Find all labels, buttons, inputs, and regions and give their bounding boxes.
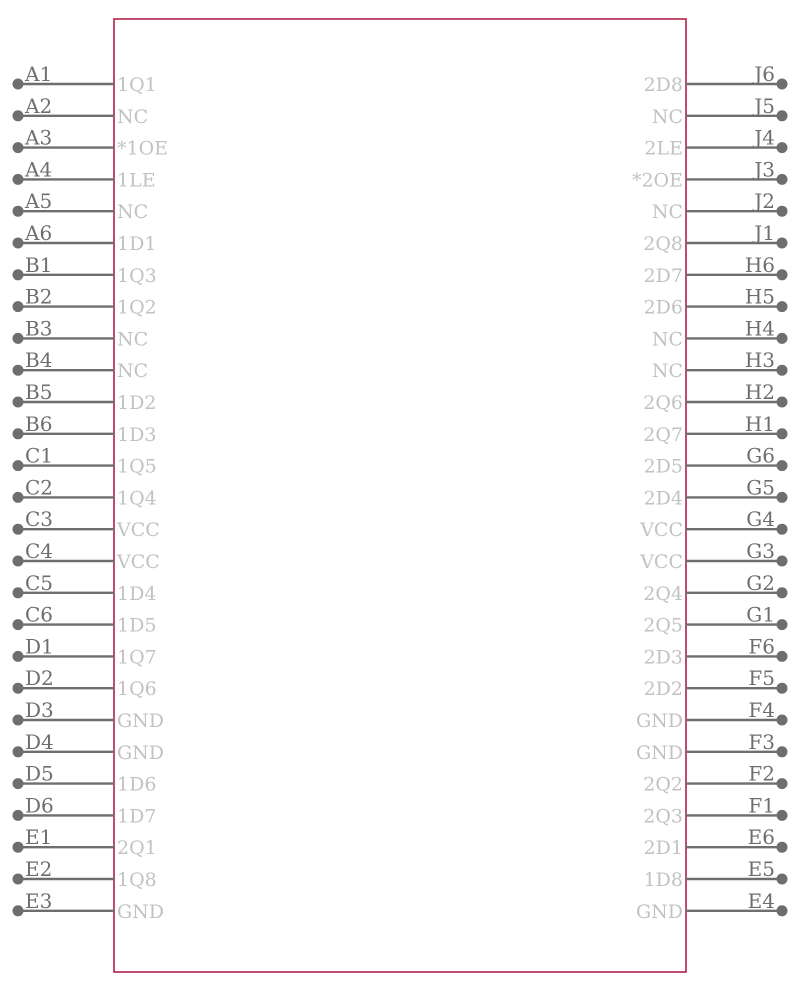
pin-name: 2Q3 bbox=[643, 805, 683, 828]
pin-number: F2 bbox=[748, 761, 775, 786]
pin-name: NC bbox=[117, 360, 149, 383]
pin-name: NC bbox=[651, 201, 683, 224]
pin-number: H1 bbox=[744, 411, 775, 436]
pin-terminal-dot bbox=[777, 110, 788, 121]
pin-number: C5 bbox=[25, 570, 54, 595]
pin-number: G1 bbox=[746, 602, 775, 627]
pin-number: A4 bbox=[25, 157, 53, 182]
pin-name: 1D6 bbox=[117, 773, 157, 796]
pin-terminal-dot bbox=[777, 365, 788, 376]
pin-d3 bbox=[13, 698, 165, 732]
pin-c3 bbox=[13, 507, 160, 541]
pin-terminal-dot bbox=[777, 492, 788, 503]
pin-terminal-dot bbox=[777, 715, 788, 726]
pin-number: E3 bbox=[25, 888, 53, 913]
pin-g2 bbox=[643, 571, 787, 605]
pin-name: VCC bbox=[117, 519, 160, 542]
pin-name: 2Q7 bbox=[643, 423, 683, 446]
pin-e5 bbox=[644, 857, 788, 891]
pin-f5 bbox=[644, 666, 788, 700]
pin-h2 bbox=[643, 380, 787, 414]
pin-number: A5 bbox=[25, 189, 53, 214]
pin-terminal-dot bbox=[13, 365, 24, 376]
pin-number: E1 bbox=[25, 825, 53, 850]
pin-name: 2Q5 bbox=[643, 614, 683, 637]
pin-b1 bbox=[13, 253, 157, 287]
pin-terminal-dot bbox=[777, 301, 788, 312]
pin-e1 bbox=[13, 825, 157, 859]
pin-terminal-dot bbox=[777, 874, 788, 885]
pin-name: GND bbox=[117, 710, 165, 732]
pin-g4 bbox=[639, 507, 787, 541]
pin-number: D4 bbox=[25, 729, 54, 754]
pin-terminal-dot bbox=[777, 238, 788, 249]
pin-number: J2 bbox=[754, 189, 775, 214]
pin-name: 1Q5 bbox=[117, 455, 157, 478]
pin-number: J1 bbox=[754, 221, 775, 245]
pin-j6 bbox=[644, 62, 788, 96]
pin-j1 bbox=[643, 221, 787, 255]
pin-d6 bbox=[13, 793, 157, 827]
pin-e2 bbox=[13, 857, 157, 891]
pin-j2 bbox=[652, 189, 788, 223]
pin-number: E5 bbox=[747, 857, 775, 881]
pin-g6 bbox=[644, 444, 788, 478]
pin-number: D6 bbox=[25, 793, 54, 818]
pin-name: VCC bbox=[640, 551, 683, 573]
pin-f3 bbox=[636, 730, 788, 764]
pin-terminal-dot bbox=[13, 874, 24, 885]
pin-f1 bbox=[643, 793, 787, 827]
pin-number: G6 bbox=[746, 443, 775, 468]
pin-name: 1D3 bbox=[117, 423, 157, 446]
pin-name: 2D6 bbox=[643, 296, 683, 319]
pin-terminal-dot bbox=[777, 397, 788, 408]
pin-c5 bbox=[13, 571, 157, 605]
pin-name: 2D5 bbox=[643, 455, 683, 478]
pin-terminal-dot bbox=[13, 810, 24, 821]
pin-number: D3 bbox=[25, 698, 54, 722]
pin-number: G4 bbox=[746, 507, 775, 532]
pin-name: NC bbox=[117, 328, 149, 351]
pin-number: D5 bbox=[25, 761, 54, 786]
pin-name: 2Q2 bbox=[643, 773, 683, 796]
pin-number: E4 bbox=[747, 888, 775, 913]
pin-number: J3 bbox=[754, 157, 775, 182]
pin-number: C2 bbox=[25, 475, 54, 500]
pin-e3 bbox=[13, 889, 165, 923]
pin-terminal-dot bbox=[777, 524, 788, 535]
pin-name: 2D3 bbox=[643, 646, 683, 669]
pin-b4 bbox=[13, 348, 149, 382]
pin-name: NC bbox=[117, 201, 149, 224]
pin-name: 1Q6 bbox=[117, 678, 157, 701]
pin-name: GND bbox=[117, 900, 165, 923]
pin-terminal-dot bbox=[13, 269, 24, 280]
pin-terminal-dot bbox=[777, 333, 788, 344]
pin-name: NC bbox=[651, 360, 683, 383]
pin-terminal-dot bbox=[777, 269, 788, 280]
pin-name: NC bbox=[651, 105, 683, 128]
pin-terminal-dot bbox=[13, 556, 24, 567]
pin-number: F4 bbox=[748, 698, 775, 722]
pin-name: 2Q6 bbox=[643, 392, 683, 414]
pin-c6 bbox=[13, 603, 157, 637]
pin-name: GND bbox=[117, 741, 165, 764]
pin-g1 bbox=[643, 603, 787, 637]
pin-name: 2LE bbox=[644, 137, 683, 160]
pin-number: B5 bbox=[25, 380, 53, 404]
pin-h1 bbox=[643, 412, 787, 446]
pin-number: C6 bbox=[25, 602, 54, 627]
pin-h4 bbox=[652, 316, 788, 350]
pin-terminal-dot bbox=[777, 746, 788, 757]
pin-name: 1Q7 bbox=[117, 646, 157, 669]
pin-terminal-dot bbox=[777, 651, 788, 662]
pin-f2 bbox=[643, 762, 787, 796]
pin-e6 bbox=[644, 825, 788, 859]
pin-number: D1 bbox=[25, 634, 54, 659]
pin-terminal-dot bbox=[13, 492, 24, 503]
pin-number: B4 bbox=[25, 348, 53, 373]
pin-name: 2Q8 bbox=[643, 233, 683, 255]
pin-number: H3 bbox=[744, 348, 775, 373]
pin-terminal-dot bbox=[13, 142, 24, 153]
pin-j4 bbox=[644, 126, 787, 160]
pin-terminal-dot bbox=[13, 619, 24, 630]
pin-d1 bbox=[13, 634, 157, 668]
pin-terminal-dot bbox=[13, 79, 24, 90]
pin-name: 1D8 bbox=[643, 869, 683, 891]
pin-a6 bbox=[13, 221, 157, 255]
pin-terminal-dot bbox=[13, 333, 24, 344]
pin-terminal-dot bbox=[13, 842, 24, 853]
pin-number: B1 bbox=[25, 252, 53, 277]
pin-g3 bbox=[639, 539, 787, 573]
component-body bbox=[114, 19, 686, 972]
pin-name: 1Q2 bbox=[117, 296, 157, 319]
pin-number: F6 bbox=[748, 634, 775, 659]
pin-number: B3 bbox=[25, 316, 53, 341]
pin-terminal-dot bbox=[777, 556, 788, 567]
pin-number: F1 bbox=[748, 793, 775, 818]
pin-number: H2 bbox=[744, 380, 775, 404]
pin-terminal-dot bbox=[13, 301, 24, 312]
pin-terminal-dot bbox=[13, 746, 24, 757]
pin-terminal-dot bbox=[13, 715, 24, 726]
pin-name: 1D7 bbox=[117, 805, 157, 828]
pin-name: 1D4 bbox=[117, 582, 157, 605]
pin-name: 2Q1 bbox=[117, 837, 157, 860]
pin-h3 bbox=[652, 348, 788, 382]
pin-number: A6 bbox=[25, 221, 53, 245]
pin-terminal-dot bbox=[13, 905, 24, 916]
pin-terminal-dot bbox=[13, 174, 24, 185]
pin-name: 2D7 bbox=[643, 264, 683, 287]
pin-name: GND bbox=[635, 741, 683, 764]
pin-e4 bbox=[636, 889, 788, 923]
pin-name: 1Q4 bbox=[117, 487, 157, 510]
pin-j5 bbox=[652, 94, 788, 128]
pin-terminal-dot bbox=[777, 460, 788, 471]
pin-b2 bbox=[13, 285, 157, 319]
pin-a3 bbox=[13, 126, 169, 160]
right-pin-group bbox=[632, 62, 788, 923]
pin-a1 bbox=[13, 62, 157, 96]
pin-terminal-dot bbox=[777, 174, 788, 185]
pin-number: J4 bbox=[754, 125, 775, 150]
pin-terminal-dot bbox=[13, 524, 24, 535]
pin-name: *2OE bbox=[631, 169, 683, 192]
pin-number: E2 bbox=[25, 857, 53, 881]
pin-name: 2Q4 bbox=[643, 582, 683, 605]
pin-name: 2D8 bbox=[643, 74, 683, 96]
pin-a5 bbox=[13, 189, 149, 223]
pin-terminal-dot bbox=[13, 238, 24, 249]
pin-name: GND bbox=[635, 900, 683, 923]
pin-terminal-dot bbox=[777, 778, 788, 789]
pin-terminal-dot bbox=[777, 905, 788, 916]
pin-terminal-dot bbox=[13, 460, 24, 471]
pin-number: A2 bbox=[25, 93, 53, 118]
pin-b6 bbox=[13, 412, 157, 446]
pin-name: VCC bbox=[117, 551, 160, 573]
pin-b3 bbox=[13, 316, 149, 350]
pin-f4 bbox=[636, 698, 788, 732]
pin-name: NC bbox=[651, 328, 683, 351]
pin-number: G3 bbox=[746, 539, 775, 563]
left-pin-group bbox=[13, 62, 169, 923]
pin-number: F3 bbox=[748, 729, 775, 754]
pin-name: *1OE bbox=[117, 137, 169, 160]
pin-terminal-dot bbox=[777, 619, 788, 630]
pin-terminal-dot bbox=[777, 428, 788, 439]
pin-number: D2 bbox=[25, 666, 54, 691]
pin-h6 bbox=[644, 253, 788, 287]
pin-terminal-dot bbox=[777, 842, 788, 853]
pin-terminal-dot bbox=[13, 587, 24, 598]
pin-number: F5 bbox=[748, 666, 775, 691]
pin-b5 bbox=[13, 380, 157, 414]
pin-terminal-dot bbox=[777, 206, 788, 217]
pin-name: 1Q1 bbox=[117, 74, 157, 96]
pin-terminal-dot bbox=[777, 810, 788, 821]
pin-terminal-dot bbox=[777, 587, 788, 598]
pin-name: NC bbox=[117, 105, 149, 128]
pin-number: C4 bbox=[25, 539, 54, 563]
pin-terminal-dot bbox=[13, 428, 24, 439]
pin-name: 1D2 bbox=[117, 392, 157, 414]
pin-name: 2D1 bbox=[643, 837, 683, 860]
pin-number: C3 bbox=[25, 507, 54, 532]
pin-number: H4 bbox=[744, 316, 775, 341]
pin-terminal-dot bbox=[13, 397, 24, 408]
pin-name: 1D1 bbox=[117, 233, 157, 255]
pin-number: A3 bbox=[25, 125, 53, 150]
pin-number: H6 bbox=[744, 252, 775, 277]
pin-c1 bbox=[13, 444, 157, 478]
pin-name: VCC bbox=[640, 519, 683, 542]
pin-name: 1LE bbox=[117, 169, 156, 192]
pin-number: E6 bbox=[747, 825, 775, 850]
pin-j3 bbox=[632, 157, 788, 191]
pin-name: 2D2 bbox=[643, 678, 683, 701]
pin-number: G2 bbox=[746, 570, 775, 595]
pin-number: B6 bbox=[25, 411, 53, 436]
pin-name: 1Q3 bbox=[117, 264, 157, 287]
pin-terminal-dot bbox=[13, 778, 24, 789]
pin-a2 bbox=[13, 94, 149, 128]
pin-name: 1D5 bbox=[117, 614, 157, 637]
pin-a4 bbox=[13, 157, 156, 191]
pin-g5 bbox=[644, 475, 788, 509]
pin-number: B2 bbox=[25, 284, 53, 309]
pin-d4 bbox=[13, 730, 165, 764]
pin-terminal-dot bbox=[13, 651, 24, 662]
pin-number: A1 bbox=[25, 62, 53, 86]
pin-terminal-dot bbox=[13, 110, 24, 121]
pin-h5 bbox=[644, 285, 788, 319]
pin-number: G5 bbox=[746, 475, 775, 500]
pin-terminal-dot bbox=[13, 683, 24, 694]
pin-number: J6 bbox=[754, 62, 775, 86]
pin-terminal-dot bbox=[777, 683, 788, 694]
pin-number: H5 bbox=[744, 284, 775, 309]
pin-f6 bbox=[644, 634, 788, 668]
pin-c2 bbox=[13, 475, 157, 509]
pin-c4 bbox=[13, 539, 160, 573]
pin-name: GND bbox=[635, 710, 683, 732]
pin-name: 2D4 bbox=[643, 487, 683, 510]
pin-terminal-dot bbox=[777, 79, 788, 90]
pin-d2 bbox=[13, 666, 157, 700]
pin-terminal-dot bbox=[777, 142, 788, 153]
pin-d5 bbox=[13, 762, 157, 796]
pin-number: C1 bbox=[25, 443, 54, 468]
pin-number: J5 bbox=[754, 93, 775, 118]
pin-terminal-dot bbox=[13, 206, 24, 217]
pin-name: 1Q8 bbox=[117, 869, 157, 891]
